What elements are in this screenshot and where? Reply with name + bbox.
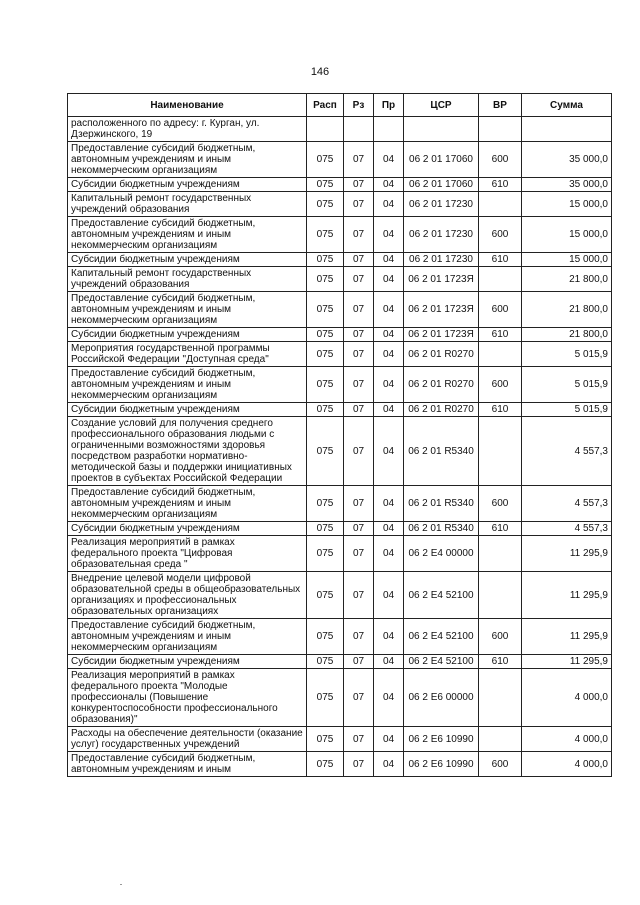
table-cell-vr [479, 267, 522, 292]
table-cell-pr: 04 [374, 655, 404, 669]
table-row [68, 619, 612, 655]
table-header-row [68, 94, 612, 117]
table-row [68, 752, 612, 777]
table-cell-csr: 06 2 01 R5340 [404, 417, 479, 486]
table-row [68, 217, 612, 253]
scan-speck [120, 884, 122, 885]
table-cell-vr [479, 192, 522, 217]
table-cell-rasp: 075 [307, 142, 344, 178]
table-cell-pr: 04 [374, 727, 404, 752]
table-cell-vr: 610 [479, 253, 522, 267]
table-cell-rz: 07 [344, 572, 374, 619]
table-cell-name: Субсидии бюджетным учреждениям [68, 328, 307, 342]
table-cell-sum: 35 000,0 [522, 142, 612, 178]
table-cell-pr: 04 [374, 192, 404, 217]
table-cell-name: Субсидии бюджетным учреждениям [68, 403, 307, 417]
table-row [68, 727, 612, 752]
table-cell-csr [404, 117, 479, 142]
table-cell-csr: 06 2 E6 00000 [404, 669, 479, 727]
table-cell-name: Внедрение целевой модели цифровой образовательной среды в общеобразовательных организациях и профессиональных образовательных организациях [68, 572, 307, 619]
table-cell-name: Предоставление субсидий бюджетным, автономным учреждениям и иным некоммерческим организациям [68, 292, 307, 328]
table-cell-csr: 06 2 01 R0270 [404, 342, 479, 367]
table-row [68, 417, 612, 486]
table-cell-sum: 11 295,9 [522, 572, 612, 619]
table-cell-vr: 600 [479, 217, 522, 253]
table-cell-rasp: 075 [307, 572, 344, 619]
table-cell-csr: 06 2 E4 52100 [404, 619, 479, 655]
table-cell-rz: 07 [344, 178, 374, 192]
table-cell-name: Предоставление субсидий бюджетным, автономным учреждениям и иным некоммерческим организациям [68, 367, 307, 403]
table-cell-csr: 06 2 01 R0270 [404, 367, 479, 403]
table-cell-rz: 07 [344, 267, 374, 292]
table-cell-csr: 06 2 E6 10990 [404, 752, 479, 777]
table-cell-csr: 06 2 01 R5340 [404, 486, 479, 522]
table-cell-pr: 04 [374, 403, 404, 417]
table-cell-rz: 07 [344, 292, 374, 328]
table-cell-rasp [307, 117, 344, 142]
table-cell-vr: 610 [479, 403, 522, 417]
table-row [68, 367, 612, 403]
table-cell-rz: 07 [344, 192, 374, 217]
table-cell-rasp: 075 [307, 619, 344, 655]
table-cell-sum: 5 015,9 [522, 342, 612, 367]
table-cell-csr: 06 2 01 17230 [404, 217, 479, 253]
table-cell-rz: 07 [344, 536, 374, 572]
table-cell-sum: 35 000,0 [522, 178, 612, 192]
table-cell-pr [374, 117, 404, 142]
table-row [68, 486, 612, 522]
page-number: 146 [310, 66, 330, 78]
table-cell-rz: 07 [344, 142, 374, 178]
table-cell-csr: 06 2 E4 52100 [404, 572, 479, 619]
table-row [68, 117, 612, 142]
table-cell-rasp: 075 [307, 486, 344, 522]
header-name: Наименование [68, 94, 307, 117]
table-row [68, 669, 612, 727]
table-cell-csr: 06 2 01 17230 [404, 253, 479, 267]
table-cell-pr: 04 [374, 522, 404, 536]
table-cell-rz [344, 117, 374, 142]
table-cell-pr: 04 [374, 253, 404, 267]
table-cell-rz: 07 [344, 367, 374, 403]
table-cell-rasp: 075 [307, 267, 344, 292]
table-cell-name: Предоставление субсидий бюджетным, автономным учреждениям и иным некоммерческим организациям [68, 217, 307, 253]
table-cell-rasp: 075 [307, 403, 344, 417]
table-cell-vr: 600 [479, 292, 522, 328]
table-cell-name: Расходы на обеспечение деятельности (оказание услуг) государственных учреждений [68, 727, 307, 752]
table-cell-rz: 07 [344, 522, 374, 536]
table-cell-rz: 07 [344, 342, 374, 367]
table-cell-vr: 600 [479, 486, 522, 522]
table-cell-name: расположенного по адресу: г. Курган, ул. Дзержинского, 19 [68, 117, 307, 142]
table-row [68, 328, 612, 342]
table-row [68, 192, 612, 217]
table-cell-csr: 06 2 01 17230 [404, 192, 479, 217]
table-row [68, 536, 612, 572]
table-cell-vr [479, 669, 522, 727]
table-cell-pr: 04 [374, 536, 404, 572]
table-cell-vr [479, 727, 522, 752]
table-cell-rz: 07 [344, 417, 374, 486]
table-cell-pr: 04 [374, 572, 404, 619]
table-cell-vr [479, 536, 522, 572]
table-cell-rz: 07 [344, 669, 374, 727]
table-cell-pr: 04 [374, 178, 404, 192]
table-cell-sum: 4 557,3 [522, 522, 612, 536]
table-cell-csr: 06 2 01 R5340 [404, 522, 479, 536]
table-cell-name: Субсидии бюджетным учреждениям [68, 655, 307, 669]
table-cell-csr: 06 2 E6 10990 [404, 727, 479, 752]
table-cell-sum: 21 800,0 [522, 292, 612, 328]
table-row [68, 142, 612, 178]
table-cell-csr: 06 2 E4 00000 [404, 536, 479, 572]
budget-table [67, 93, 612, 777]
table-cell-pr: 04 [374, 142, 404, 178]
table-cell-rz: 07 [344, 253, 374, 267]
table-cell-rasp: 075 [307, 367, 344, 403]
table-cell-pr: 04 [374, 217, 404, 253]
table-cell-rz: 07 [344, 328, 374, 342]
header-rasp: Расп [307, 94, 344, 117]
table-cell-rasp: 075 [307, 217, 344, 253]
table-cell-rasp: 075 [307, 292, 344, 328]
table-cell-name: Капитальный ремонт государственных учреждений образования [68, 267, 307, 292]
table-cell-rasp: 075 [307, 536, 344, 572]
header-pr: Пр [374, 94, 404, 117]
table-cell-sum [522, 117, 612, 142]
table-cell-vr: 600 [479, 367, 522, 403]
table-cell-vr: 610 [479, 655, 522, 669]
table-cell-vr: 610 [479, 328, 522, 342]
table-cell-rasp: 075 [307, 522, 344, 536]
table-cell-name: Предоставление субсидий бюджетным, автономным учреждениям и иным некоммерческим организациям [68, 486, 307, 522]
table-cell-pr: 04 [374, 752, 404, 777]
table-cell-sum: 4 557,3 [522, 417, 612, 486]
table-row [68, 253, 612, 267]
table-cell-rasp: 075 [307, 178, 344, 192]
table-cell-rasp: 075 [307, 192, 344, 217]
table-cell-rasp: 075 [307, 253, 344, 267]
table-cell-rz: 07 [344, 486, 374, 522]
header-sum: Сумма [522, 94, 612, 117]
table-cell-vr [479, 117, 522, 142]
table-row [68, 572, 612, 619]
table-cell-csr: 06 2 01 17060 [404, 142, 479, 178]
table-cell-sum: 4 000,0 [522, 727, 612, 752]
table-cell-rz: 07 [344, 655, 374, 669]
table-cell-pr: 04 [374, 417, 404, 486]
table-cell-vr: 600 [479, 142, 522, 178]
table-cell-pr: 04 [374, 267, 404, 292]
table-cell-sum: 15 000,0 [522, 217, 612, 253]
table-cell-pr: 04 [374, 342, 404, 367]
table-cell-csr: 06 2 01 1723Я [404, 292, 479, 328]
table-cell-vr [479, 342, 522, 367]
table-cell-vr: 600 [479, 619, 522, 655]
table-cell-sum: 11 295,9 [522, 536, 612, 572]
table-cell-name: Мероприятия государственной программы Российской Федерации "Доступная среда" [68, 342, 307, 367]
table-cell-name: Капитальный ремонт государственных учреждений образования [68, 192, 307, 217]
table-cell-pr: 04 [374, 486, 404, 522]
table-cell-name: Создание условий для получения среднего профессионального образования людьми с ограниченными возможностями здоровья посредством разработки нормативно-методической базы и поддержки инициативных проектов в субъектах Российской Федерации [68, 417, 307, 486]
table-cell-vr [479, 572, 522, 619]
table-cell-rasp: 075 [307, 752, 344, 777]
table-cell-csr: 06 2 01 17060 [404, 178, 479, 192]
table-cell-sum: 21 800,0 [522, 328, 612, 342]
table-cell-pr: 04 [374, 669, 404, 727]
table-row [68, 403, 612, 417]
table-cell-sum: 4 000,0 [522, 752, 612, 777]
table-cell-pr: 04 [374, 328, 404, 342]
table-cell-rasp: 075 [307, 727, 344, 752]
table-cell-sum: 15 000,0 [522, 253, 612, 267]
table-cell-vr: 610 [479, 522, 522, 536]
table-cell-name: Субсидии бюджетным учреждениям [68, 253, 307, 267]
table-cell-sum: 11 295,9 [522, 619, 612, 655]
table-cell-csr: 06 2 E4 52100 [404, 655, 479, 669]
table-cell-sum: 4 000,0 [522, 669, 612, 727]
table-cell-rz: 07 [344, 727, 374, 752]
table-cell-rasp: 075 [307, 669, 344, 727]
table-cell-pr: 04 [374, 367, 404, 403]
table-cell-csr: 06 2 01 R0270 [404, 403, 479, 417]
table-cell-name: Субсидии бюджетным учреждениям [68, 522, 307, 536]
table-row [68, 522, 612, 536]
header-csr: ЦСР [404, 94, 479, 117]
header-rz: Рз [344, 94, 374, 117]
table-cell-rasp: 075 [307, 342, 344, 367]
table-cell-sum: 5 015,9 [522, 403, 612, 417]
table-cell-rasp: 075 [307, 655, 344, 669]
table-cell-vr: 600 [479, 752, 522, 777]
table-cell-rasp: 075 [307, 417, 344, 486]
table-cell-name: Субсидии бюджетным учреждениям [68, 178, 307, 192]
table-cell-vr: 610 [479, 178, 522, 192]
table-cell-sum: 5 015,9 [522, 367, 612, 403]
table-cell-name: Предоставление субсидий бюджетным, автономным учреждениям и иным некоммерческим организациям [68, 619, 307, 655]
table-row [68, 655, 612, 669]
table-cell-name: Предоставление субсидий бюджетным, автономным учреждениям и иным [68, 752, 307, 777]
table-cell-name: Реализация мероприятий в рамках федерального проекта "Молодые профессионалы (Повышение конкурентоспособности профессионального образования)" [68, 669, 307, 727]
header-vr: ВР [479, 94, 522, 117]
table-cell-sum: 21 800,0 [522, 267, 612, 292]
table-cell-sum: 11 295,9 [522, 655, 612, 669]
table-row [68, 292, 612, 328]
table-cell-pr: 04 [374, 292, 404, 328]
table-cell-name: Реализация мероприятий в рамках федерального проекта "Цифровая образовательная среда " [68, 536, 307, 572]
table-cell-rz: 07 [344, 217, 374, 253]
table-cell-csr: 06 2 01 1723Я [404, 328, 479, 342]
table-cell-csr: 06 2 01 1723Я [404, 267, 479, 292]
table-row [68, 267, 612, 292]
table-cell-vr [479, 417, 522, 486]
table-cell-rz: 07 [344, 619, 374, 655]
table-row [68, 178, 612, 192]
table-cell-rz: 07 [344, 752, 374, 777]
table-cell-sum: 15 000,0 [522, 192, 612, 217]
table-cell-name: Предоставление субсидий бюджетным, автономным учреждениям и иным некоммерческим организациям [68, 142, 307, 178]
table-cell-pr: 04 [374, 619, 404, 655]
table-cell-rasp: 075 [307, 328, 344, 342]
table-row [68, 342, 612, 367]
table-cell-sum: 4 557,3 [522, 486, 612, 522]
table-cell-rz: 07 [344, 403, 374, 417]
